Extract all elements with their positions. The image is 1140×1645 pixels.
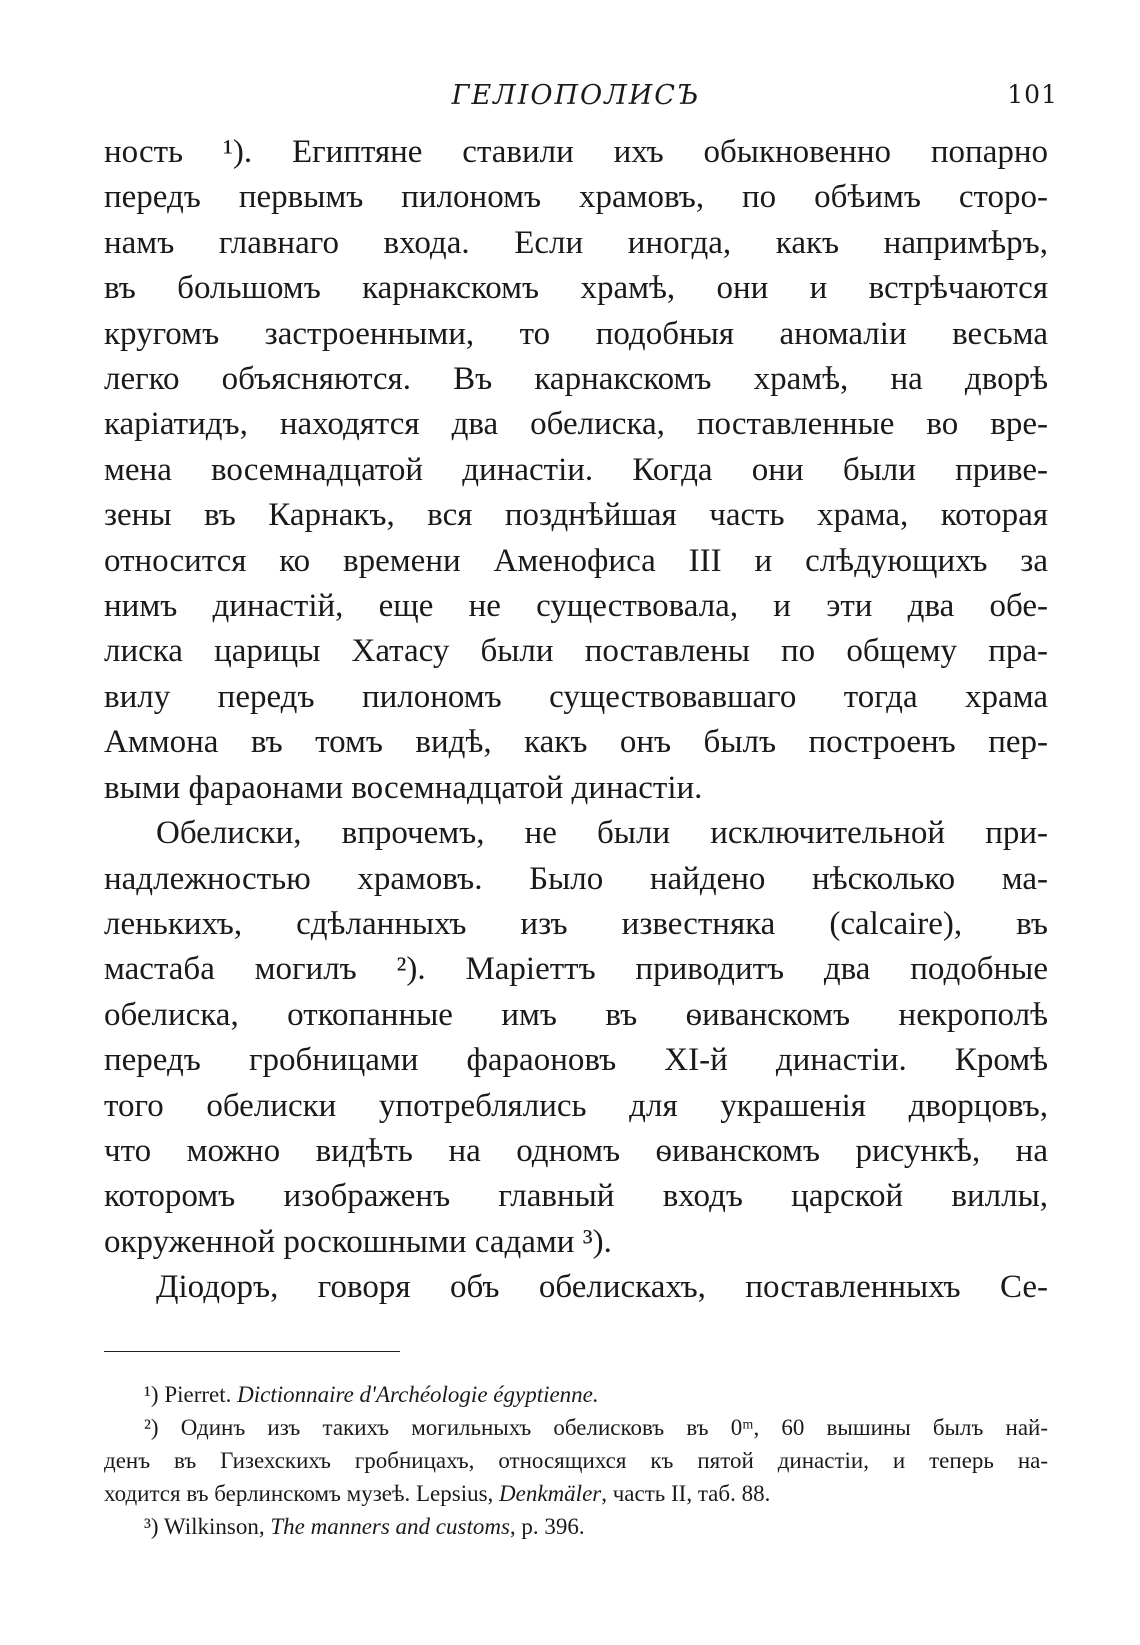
text-line: относится ко времени Аменофиса III и слѣдующихъ за	[104, 542, 1048, 579]
footnote-text: ходится въ берлинскомъ музеѣ. Lepsius,	[104, 1480, 494, 1506]
text-line: обелиска, откопанные имъ въ ѳиванскомъ некрополѣ	[104, 996, 1048, 1033]
footnote-author: Wilkinson,	[163, 1513, 265, 1539]
text-line: передъ гробницами фараоновъ XI-й династіи. Кромѣ	[104, 1042, 1048, 1079]
text-line: которомъ изображенъ главный входъ царской виллы,	[104, 1178, 1048, 1215]
text-line: мена восемнадцатой династіи. Когда они были приве-	[104, 451, 1048, 488]
footnote-title: Dictionnaire d'Archéologie égyptienne.	[237, 1381, 599, 1407]
footnote-title: Denkmäler	[499, 1480, 602, 1506]
footnote-2-line-2: денъ въ Гизехскихъ гробницахъ, относящихся къ пятой династіи, и теперь на-	[104, 1447, 1048, 1473]
paragraph-3	[104, 1265, 1048, 1310]
text-line: намъ главнаго входа. Если иногда, какъ напримѣръ,	[104, 224, 1048, 261]
footnotes	[104, 1378, 1048, 1543]
page-number: 101	[1007, 80, 1058, 109]
text-line: ленькихъ, сдѣланныхъ изъ известняка (calcaire), въ	[104, 905, 1048, 942]
text-line: въ большомъ карнакскомъ храмѣ, они и встрѣчаются	[104, 270, 1048, 307]
text-line: Аммона въ томъ видѣ, какъ онъ былъ построенъ пер-	[104, 724, 1048, 761]
footnote-text: , часть II, таб. 88.	[601, 1480, 771, 1506]
footnote-marker: ³)	[144, 1513, 159, 1539]
text-line: что можно видѣть на одномъ ѳиванскомъ рисункѣ, на	[104, 1132, 1048, 1169]
footnote-2-line-1	[104, 1411, 1048, 1444]
footnote-author: Pierret.	[164, 1381, 232, 1407]
text-line: ность ¹). Египтяне ставили ихъ обыкновенно попарно	[104, 134, 1048, 170]
text-line: передъ первымъ пилономъ храмовъ, по обѣимъ сторо-	[104, 179, 1048, 216]
text-line: вилу передъ пилономъ существовавшаго тогда храма	[104, 678, 1048, 715]
text-line: того обелиски употреблялись для украшенія дворцовъ,	[104, 1087, 1048, 1124]
text-line: каріатидъ, находятся два обелиска, поставленные во вре-	[104, 406, 1048, 443]
text-line: окруженной роскошными садами ³).	[104, 1223, 612, 1260]
page-header	[104, 70, 1058, 130]
text-line: Обелиски, впрочемъ, не были исключительной при-	[156, 815, 1048, 852]
text-line: надлежностью храмовъ. Было найдено нѣсколько ма-	[104, 860, 1048, 897]
text-line: Діодоръ, говоря объ обелискахъ, поставленныхъ Се-	[156, 1269, 1048, 1306]
text-line: легко объясняются. Въ карнакскомъ храмѣ, на дворѣ	[104, 361, 1048, 398]
footnote-title: The manners and customs	[270, 1513, 510, 1539]
body-text	[104, 130, 1048, 1311]
footnote-marker: ²)	[144, 1414, 159, 1440]
paragraph-2	[104, 811, 1048, 1265]
running-title: ГЕЛІОПОЛИСЪ	[451, 80, 701, 111]
footnote-marker: ¹)	[144, 1381, 159, 1407]
footnote-3	[104, 1510, 1048, 1543]
paragraph-1	[104, 130, 1048, 811]
footnote-2-line-3	[104, 1477, 1048, 1510]
text-line: кругомъ застроенными, то подобныя аномаліи весьма	[104, 315, 1048, 352]
text-line: зены въ Карнакъ, вся позднѣйшая часть храма, которая	[104, 497, 1048, 534]
footnote-text: , p. 396.	[509, 1513, 585, 1539]
text-line: нимъ династій, еще не существовала, и эти два обе-	[104, 588, 1048, 625]
document-page	[104, 70, 1058, 1543]
text-line: мастаба могилъ ²). Маріеттъ приводитъ два подобные	[104, 951, 1048, 988]
footnote-1	[104, 1378, 1048, 1411]
text-line: лиска царицы Хатасу были поставлены по общему пра-	[104, 633, 1048, 670]
footnote-divider	[104, 1351, 400, 1352]
text-line: выми фараонами восемнадцатой династіи.	[104, 769, 703, 806]
footnote-text: Одинъ изъ такихъ могильныхъ обелисковъ въ 0ᵐ, 60 вышины былъ най-	[180, 1414, 1048, 1440]
